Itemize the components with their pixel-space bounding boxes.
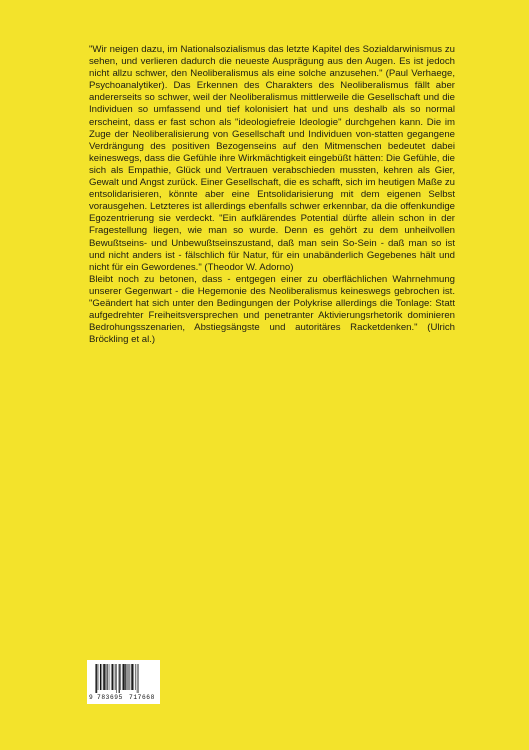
barcode-bar xyxy=(127,664,128,690)
blurb-text xyxy=(89,44,455,346)
barcode-bar xyxy=(134,664,135,690)
barcode-bar xyxy=(138,664,139,693)
barcode-bar xyxy=(100,664,101,690)
barcode-bar xyxy=(116,664,117,693)
barcode-bar xyxy=(131,664,133,690)
blurb-paragraph-1: "Wir neigen dazu, im Nationalsozialismus das letzte Kapitel des Sozialdarwinismus zu sehen, und verlieren dadurch die neueste Ausprägung aus den Augen. Es ist jedoch nicht allzu schwer, den Neoliberalismus als eine solche anzusehen." (Paul Verhaege, Psychoanalytiker). Das Erkennen des Charakters des Neoliberalismus fällt aber andererseits so schwer, weil der Neoliberalismus mittlerweile die Gesellschaft und die Individuen so umfassend und tief kolonisiert hat und uns deshalb als so normal erscheint, dass er fast schon als "ideologiefreie Ideologie" durchgehen kann. Die im Zuge der Neoliberalisierung von Gesellschaft und Individuen von-statten gegangene Verdrängung des positiven Bezogenseins auf den Mitmenschen bedeutet dabei keineswegs, dass die Gefühle ihre Wirkmächtigkeit eingebüßt hätten: Die Gefühle, die sich als Empathie, Glück und Vertrauen verabschieden mussten, kehren als Gier, Gewalt und Angst zurück. Einer Gesellschaft, die es schafft, sich im heutigen Maße zu entsolidarisieren, könnte aber eine Entsolidarisierung mit dem eigenen Selbst vorausgehen. Letzteres ist allerdings ebenfalls schwer erkennbar, da die offenkundige Egozentrierung sie verdeckt. "Ein aufklärendes Potential dürfte allein schon in der Fragestellung liegen, wie man so wurde. Denn es gehört zu dem unheilvollen Bewußtseins- und Unbewußtseinszustand, daß man sein So-Sein - daß man so ist und nicht anders ist - fälschlich für Natur, für ein unabänderlich Gegebenes hält und nicht für ein Gewordenes." (Theodor W. Adorno) xyxy=(89,44,455,273)
barcode-bar xyxy=(129,664,130,690)
barcode-bar xyxy=(120,664,121,690)
barcode-bar xyxy=(105,664,106,690)
barcode-bar xyxy=(95,664,96,693)
barcode-bar xyxy=(122,664,123,690)
barcode-bar xyxy=(98,664,99,690)
barcode-bar xyxy=(115,664,116,690)
barcode-digits xyxy=(89,693,159,702)
blurb-paragraph-2: Bleibt noch zu betonen, dass - entgegen einer zu oberflächlichen Wahrnehmung unserer Gegenwart - die Hegemonie des Neoliberalismus keineswegs gebrochen ist. "Geändert hat sich unter den Bedingungen der Polykrise allerdings die Tonlage: Statt aufgedrehter Freiheitsversprechen und penetranter Aktivierungsrhetorik dominieren Bedrohungsszenarien, Abstiegsängste und autoritäres Racketdenken." (Ulrich Bröckling et al.) xyxy=(89,273,455,346)
barcode-left-digits: 783695 xyxy=(97,694,123,701)
barcode-bar xyxy=(114,664,115,690)
barcode-bar xyxy=(135,664,136,690)
barcode-bar xyxy=(119,664,120,693)
barcode-bar xyxy=(107,664,108,690)
barcode-bars xyxy=(95,664,155,693)
barcode-bar xyxy=(123,664,125,690)
barcode-bar xyxy=(102,664,103,690)
barcode-bar xyxy=(103,664,105,690)
barcode-bar xyxy=(111,664,112,690)
barcode-bar xyxy=(109,664,110,690)
barcode-bar xyxy=(125,664,126,690)
barcode-bar xyxy=(112,664,113,690)
barcode-first-digit: 9 xyxy=(89,694,93,701)
isbn-barcode xyxy=(87,660,160,704)
barcode-bar xyxy=(130,664,131,690)
barcode-bar xyxy=(137,664,138,693)
barcode-right-digits: 717668 xyxy=(129,694,155,701)
barcode-bar xyxy=(96,664,97,693)
